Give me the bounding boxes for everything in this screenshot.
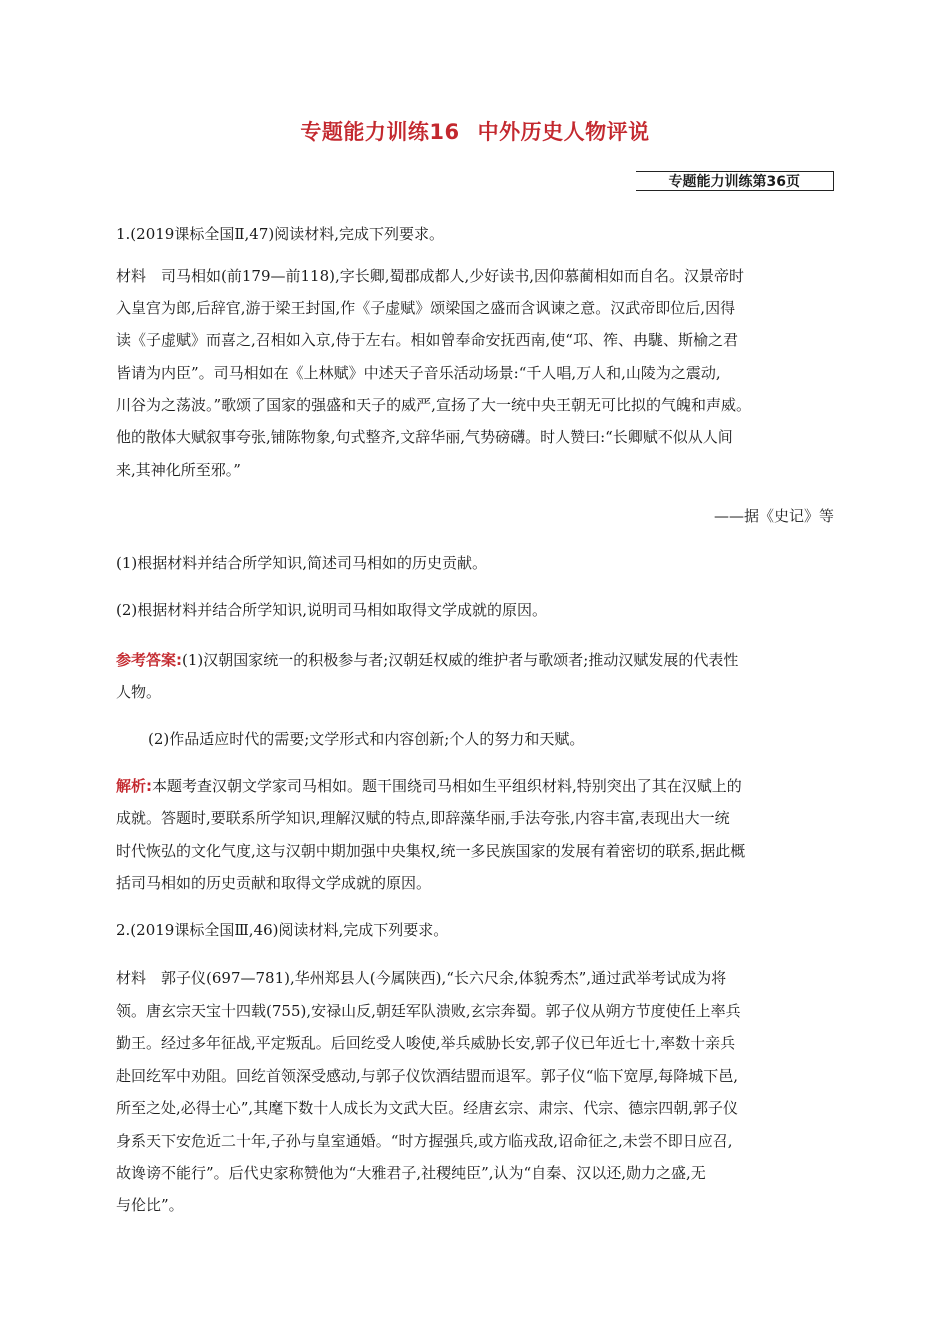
q1-answer-line: (2)作品适应时代的需要;文学形式和内容创新;个人的努力和天赋。: [148, 730, 585, 748]
answer-label: 参考答案:: [116, 651, 182, 669]
q2-material-line: 勤王。经过多年征战,平定叛乱。后回纥受人唆使,举兵威胁长安,郭子仪已年近七十,率数十亲兵: [116, 1034, 736, 1052]
q1-subquestion-1: (1)根据材料并结合所学知识,简述司马相如的历史贡献。: [116, 554, 488, 572]
q1-material-line: 读《子虚赋》而喜之,召相如入京,侍于左右。相如曾奉命安抚西南,使“邛、筰、冉駹、斯榆之君: [116, 331, 738, 349]
q1-subquestion-2: (2)根据材料并结合所学知识,说明司马相如取得文学成就的原因。: [116, 601, 548, 619]
answer-text: (1)汉朝国家统一的积极参与者;汉朝廷权威的维护者与歌颂者;推动汉赋发展的代表性: [182, 651, 739, 669]
q1-material-line: 川谷为之荡波。”歌颂了国家的强盛和天子的威严,宣扬了大一统中央王朝无可比拟的气魄和声威。: [116, 396, 751, 414]
title-topic-name: 中外历史人物评说: [477, 120, 650, 144]
q2-material-line: 故谗谤不能行”。后代史家称赞他为“大雅君子,社稷纯臣”,认为“自秦、汉以还,勋力之盛,无: [116, 1164, 706, 1182]
q1-material-line: 来,其神化所至邪。”: [116, 461, 241, 479]
q1-material-line: 入皇宫为郎,后辞官,游于梁王封国,作《子虚赋》颂梁国之盛而含讽谏之意。汉武帝即位后,因得: [116, 299, 736, 317]
q2-material-line: 赴回纥军中劝阻。回纥首领深受感动,与郭子仪饮酒结盟而退军。郭子仪“临下宽厚,每降城下邑,: [116, 1067, 738, 1085]
title-topic-number: 专题能力训练16: [300, 120, 460, 144]
q2-material-line: 与伦比”。: [116, 1196, 184, 1214]
q2-material-line: 材料 郭子仪(697—781),华州郑县人(今属陕西),“长六尺余,体貌秀杰”,通过武举考试成为将: [116, 969, 727, 987]
q1-analysis-line: 括司马相如的历史贡献和取得文学成就的原因。: [116, 874, 432, 892]
q1-answer-line: [116, 645, 836, 675]
q1-analysis-line: 成就。答题时,要联系所学知识,理解汉赋的特点,即辞藻华丽,手法夸张,内容丰富,表现出大一统: [116, 809, 730, 827]
q1-material-line: 皆请为内臣”。司马相如在《上林赋》中述天子音乐活动场景:“千人唱,万人和,山陵为之震动,: [116, 364, 721, 382]
analysis-label: 解析:: [116, 777, 152, 795]
q1-material-line: 材料 司马相如(前179—前118),字长卿,蜀郡成都人,少好读书,因仰慕蔺相如而自名。汉景帝时: [116, 267, 745, 285]
q1-material-line: 他的散体大赋叙事夸张,铺陈物象,句式整齐,文辞华丽,气势磅礴。时人赞曰:“长卿赋不似从人间: [116, 428, 733, 446]
q1-analysis-line: 时代恢弘的文化气度,这与汉朝中期加强中央集权,统一多民族国家的发展有着密切的联系,据此概: [116, 842, 746, 860]
q2-material-line: 身系天下安危近二十年,子孙与皇室通婚。“时方握强兵,或方临戎敌,诏命征之,未尝不即日应召,: [116, 1132, 733, 1150]
q1-stem: 1.(2019课标全国Ⅱ,47)阅读材料,完成下列要求。: [116, 225, 445, 243]
page-reference-text: 专题能力训练第36页: [668, 174, 800, 190]
q2-material-line: 所至之处,必得士心”,其麾下数十人成长为文武大臣。经唐玄宗、肃宗、代宗、德宗四朝,郭子仪: [116, 1099, 738, 1117]
q1-answer-line: 人物。: [116, 683, 162, 701]
q2-material-line: 领。唐玄宗天宝十四载(755),安禄山反,朝廷军队溃败,玄宗奔蜀。郭子仪从朔方节度使任上率兵: [116, 1002, 741, 1020]
q1-source-citation: ——据《史记》等: [713, 507, 834, 525]
analysis-text: 本题考查汉朝文学家司马相如。题干围绕司马相如生平组织材料,特别突出了其在汉赋上的: [152, 777, 742, 795]
q2-stem: 2.(2019课标全国Ⅲ,46)阅读材料,完成下列要求。: [116, 921, 449, 939]
page-reference-box: [636, 171, 834, 191]
page-title: [0, 116, 950, 146]
q1-analysis-line: [116, 771, 836, 801]
